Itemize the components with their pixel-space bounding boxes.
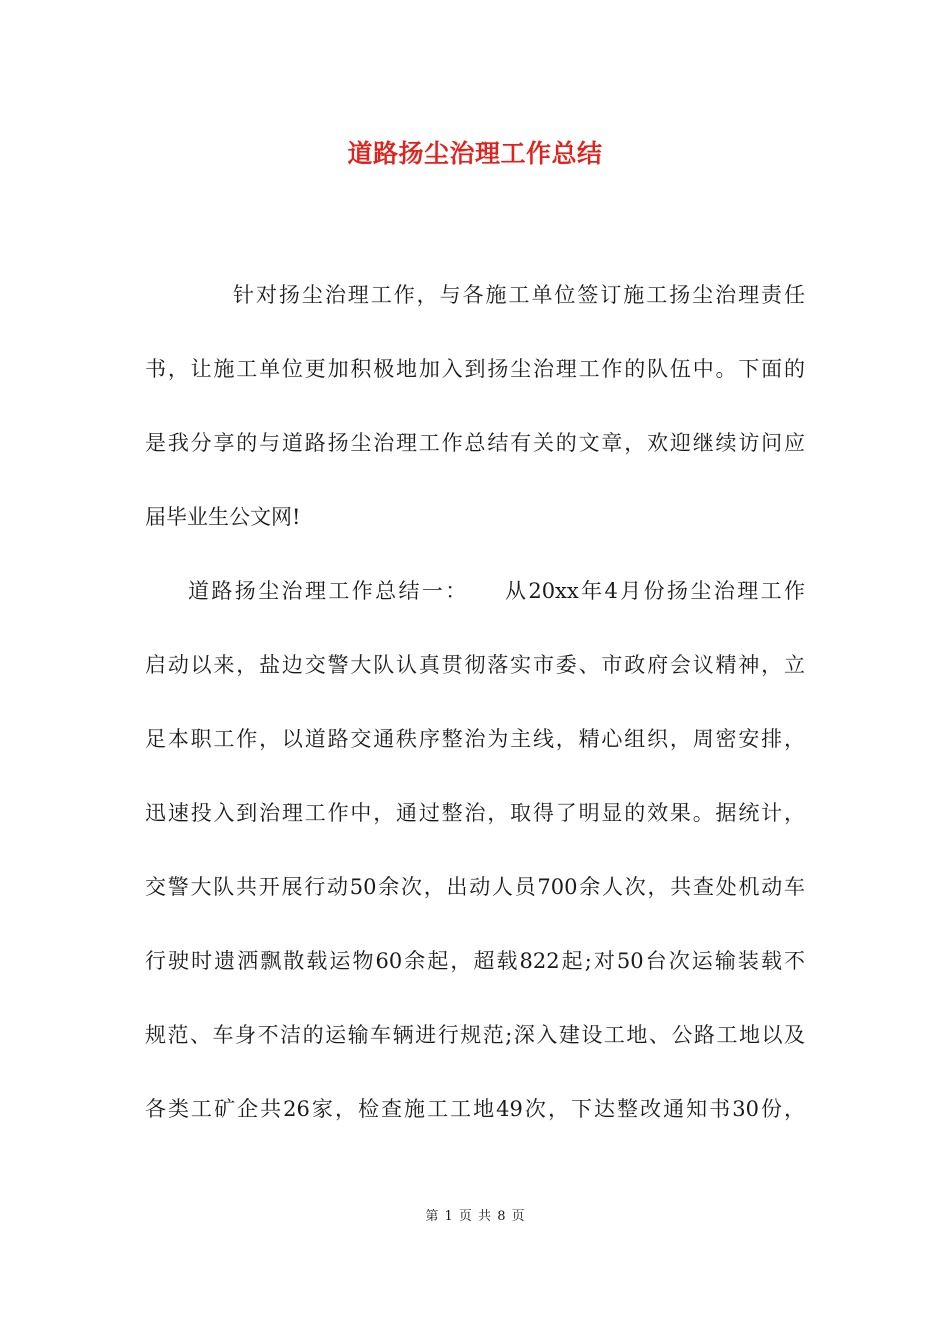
text-line: 迅速投入到治理工作中，通过整治，取得了明显的效果。据统计，	[145, 801, 805, 825]
text-line: 启动以来，盐边交警大队认真贯彻落实市委、市政府会议精神，立	[145, 653, 805, 677]
text-line: 交警大队共开展行动50余次，出动人员700余人次，共查处机动车	[145, 875, 805, 899]
document-title: 道路扬尘治理工作总结	[347, 139, 603, 168]
text-line: 针对扬尘治理工作，与各施工单位签订施工扬尘治理责任	[233, 283, 805, 307]
text-line: 书，让施工单位更加积极地加入到扬尘治理工作的队伍中。下面的	[145, 357, 805, 381]
page-number: 第 1 页 共 8 页	[425, 1209, 525, 1224]
text-line: 行驶时遗洒飘散载运物60余起，超载822起;对50台次运输装载不	[145, 949, 805, 973]
text-line: 规范、车身不洁的运输车辆进行规范;深入建设工地、公路工地以及	[145, 1023, 805, 1047]
text-line: 各类工矿企共26家，检查施工工地49次，下达整改通知书30份，	[145, 1097, 805, 1121]
text-line: 道路扬尘治理工作总结一： 从20xx年4月份扬尘治理工作	[188, 579, 805, 603]
text-line: 届毕业生公文网!	[145, 505, 301, 529]
text-line: 足本职工作，以道路交通秩序整治为主线，精心组织，周密安排，	[145, 727, 805, 751]
text-line: 是我分享的与道路扬尘治理工作总结有关的文章，欢迎继续访问应	[145, 431, 805, 455]
